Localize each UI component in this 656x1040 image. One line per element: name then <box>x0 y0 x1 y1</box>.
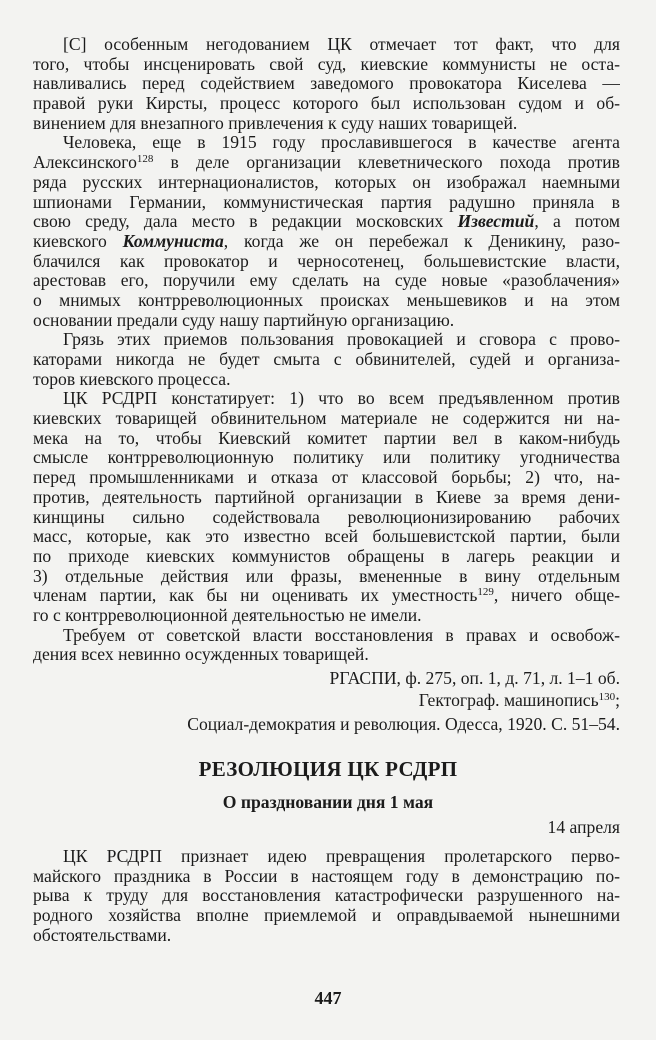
text-span: ряда русских интернационалистов, которых он изображал наемными <box>33 172 620 192</box>
text-span: , а потом <box>534 212 620 232</box>
text-span: , ничего обще- <box>493 586 620 606</box>
text-line <box>33 429 620 449</box>
footnote-ref: 128 <box>136 153 154 166</box>
text-span: родного хозяйства вполне приемлемой и оправдываемой нынешними <box>33 906 620 926</box>
text-span: Требуем от советской власти восстановления в правах и освобож- <box>63 625 620 645</box>
text-span: против, деятельность партийной организации в Киеве за время дени- <box>33 487 620 507</box>
text-span: майского праздника в России в настоящем году в демонстрацию по- <box>33 866 620 886</box>
resolution-text <box>33 847 620 945</box>
text-line <box>33 468 620 488</box>
text-span: основании предали суду нашу партийную организацию. <box>33 310 455 330</box>
text-span: членам партии, как бы ни оценивать их уместность <box>33 586 478 606</box>
text-span: смысле контрреволюционную политику или политику угодничества <box>33 448 620 468</box>
text-line <box>33 926 620 946</box>
text-line <box>33 350 620 370</box>
newspaper-title: Известий <box>457 212 535 232</box>
page-number: 447 <box>314 988 342 1008</box>
paragraph <box>33 389 620 625</box>
text-line <box>33 867 620 887</box>
text-line <box>33 370 620 390</box>
text-line <box>33 847 620 867</box>
text-line <box>33 508 620 528</box>
text-line <box>33 448 620 468</box>
paragraph <box>33 626 620 665</box>
text-span: [С] особенным негодованием ЦК отмечает тот факт, что для <box>63 35 620 54</box>
text-span: , когда же он перебежал к Деникину, разо- <box>223 231 620 251</box>
text-span: Человека, еще в 1915 году прославившегося в качестве агента <box>63 133 620 153</box>
text-span: Алексинского <box>33 153 137 173</box>
text-line <box>33 74 620 94</box>
text-span: правой руки Кирсты, процесс которого был использован судом и об- <box>33 94 620 114</box>
text-line <box>33 291 620 311</box>
text-span: в деле организации клеветнического похода против <box>153 153 620 173</box>
citation-archive: РГАСПИ, ф. 275, оп. 1, д. 71, л. 1–1 об. <box>329 668 620 688</box>
text-line <box>33 212 620 232</box>
text-line <box>33 389 620 409</box>
text-line <box>33 114 620 134</box>
text-span: Грязь этих приемов пользования провокацией и сговора с прово- <box>63 330 620 350</box>
text-line <box>33 55 620 75</box>
text-span: о мнимых контрреволюционных происках меньшевиков и на этом <box>33 290 620 310</box>
text-span: каторами никогда не будет смыта с обвинителей, судей и организа- <box>33 350 620 369</box>
text-line <box>33 488 620 508</box>
text-line <box>33 906 620 926</box>
text-span: ЦК РСДРП констатирует: 1) что во всем предъявленном против <box>63 389 620 409</box>
paragraph <box>33 330 620 389</box>
resolution-date: 14 апреля <box>547 817 620 837</box>
text-span: рыва к труду для восстановления катастрофически разрушенного на- <box>33 886 620 906</box>
paragraph <box>33 133 620 330</box>
text-line <box>33 252 620 272</box>
resolution-subtitle: О праздновании дня 1 мая <box>222 792 434 812</box>
citation-format <box>419 690 620 710</box>
text-span: дения всех невинно осужденных товарищей. <box>33 645 369 665</box>
text-line <box>33 133 620 153</box>
text-span: винением для внезапного привлечения к суду наших товарищей. <box>33 113 518 133</box>
text-span: го с контрреволюционной деятельностью не имели. <box>33 605 422 625</box>
text-line <box>33 645 620 665</box>
text-line <box>33 547 620 567</box>
text-line <box>33 311 620 331</box>
text-line <box>33 153 620 173</box>
text-line <box>33 35 620 55</box>
text-line <box>33 626 620 646</box>
footnote-ref: 129 <box>477 586 494 599</box>
resolution-title: РЕЗОЛЮЦИЯ ЦК РСДРП <box>198 757 458 781</box>
text-span: торов киевского процесса. <box>33 369 231 389</box>
text-span: киевских товарищей обвинительном материале не содержится ни на- <box>33 409 620 429</box>
text-span: перед промышленниками и отказа от классовой борьбы; 2) что, на- <box>33 468 620 488</box>
text-line <box>33 586 620 606</box>
text-span: свою среду, дала место в редакции московских <box>33 212 458 232</box>
text-line <box>33 94 620 114</box>
citation-format-tail: ; <box>615 690 620 710</box>
text-line <box>33 567 620 587</box>
text-line <box>33 232 620 252</box>
text-span: арестовав его, поручили ему сделать на суде новые «разоблачения» <box>33 271 620 291</box>
text-span: 3) отдельные действия или фразы, вмененные в вину отдельным <box>33 566 620 586</box>
text-span: кинщины сильно содействовала революционизированию рабочих <box>33 507 620 527</box>
text-span: масс, которые, как это известно всей большевистской партии, были <box>33 527 620 547</box>
text-line <box>33 527 620 547</box>
text-span: обстоятельствами. <box>33 925 172 945</box>
paragraph <box>33 35 620 133</box>
text-span: по приходе киевских коммунистов обращены в лагерь реакции и <box>33 546 620 566</box>
text-span: шпионами Германии, коммунистическая партия радушно приняла в <box>33 192 620 212</box>
text-span: ЦК РСДРП признает идею превращения пролетарского перво- <box>63 847 620 866</box>
text-line <box>33 173 620 193</box>
text-line <box>33 271 620 291</box>
paragraph <box>33 847 620 945</box>
text-span: мека на то, чтобы Киевский комитет партии вел в каком-нибудь <box>33 428 620 448</box>
text-span: того, чтобы инсценировать свой суд, киевские коммунисты не оста- <box>33 54 620 74</box>
text-line <box>33 606 620 626</box>
text-line <box>33 409 620 429</box>
citation-format-text: Гектограф. машинопись <box>418 690 599 710</box>
footnote-ref: 130 <box>598 691 616 703</box>
citation-publication: Социал-демократия и революция. Одесса, 1920. С. 51–54. <box>187 714 620 734</box>
body-text <box>33 35 620 665</box>
text-line <box>33 193 620 213</box>
newspaper-title: Коммуниста <box>122 231 224 251</box>
text-line <box>33 330 620 350</box>
text-span: блачился как провокатор и черносотенец, большевистские власти, <box>33 251 620 271</box>
text-span: навливались перед содействием заведомого провокатора Киселева — <box>33 74 620 94</box>
text-span: киевского <box>33 231 123 251</box>
text-line <box>33 886 620 906</box>
